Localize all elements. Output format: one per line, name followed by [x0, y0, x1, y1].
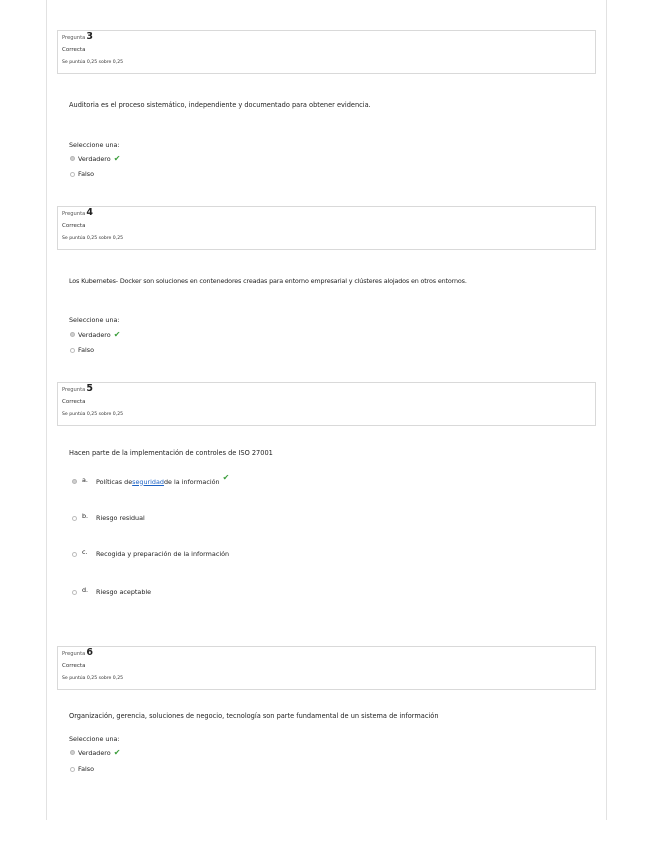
- radio-selected-icon[interactable]: [70, 332, 75, 337]
- question-label: Pregunta: [62, 387, 86, 393]
- option-label: Falso: [78, 765, 95, 773]
- option-label: Falso: [78, 346, 95, 354]
- radio-selected-icon[interactable]: [70, 156, 75, 161]
- option-letter: c.: [82, 548, 88, 556]
- option-label: de la información: [163, 477, 220, 486]
- option-label: Verdadero: [78, 330, 111, 339]
- question-number: 4: [86, 207, 93, 218]
- option-letter: b.: [82, 512, 89, 520]
- check-icon: ✔: [113, 748, 121, 757]
- question-state: Correcta: [62, 47, 86, 53]
- question-grade: Se puntúa 0,25 sobre 0,25: [62, 412, 124, 417]
- question-5-option-a[interactable]: [72, 473, 230, 486]
- option-label: Riesgo residual: [96, 514, 145, 522]
- question-label: Pregunta: [62, 35, 86, 41]
- question-number: 5: [86, 383, 93, 394]
- option-label: Recogida y preparación de la información: [96, 550, 230, 558]
- question-state: Correcta: [62, 399, 86, 405]
- content-right-border: [606, 0, 607, 820]
- question-6-text: Organización, gerencia, soluciones de negocio, tecnología son parte fundamental de un sistema de información: [69, 712, 439, 720]
- question-3-text: Auditoria es el proceso sistemático, independiente y documentado para obtener evidencia.: [69, 101, 371, 109]
- radio-selected-icon[interactable]: [72, 479, 77, 484]
- question-label: Pregunta: [62, 211, 86, 217]
- question-4-number: [62, 209, 591, 218]
- question-4-prompt: Seleccione una:: [69, 316, 120, 324]
- question-number: 6: [86, 647, 93, 658]
- question-5-text: Hacen parte de la implementación de controles de ISO 27001: [69, 449, 273, 457]
- question-6-number: [62, 649, 591, 658]
- question-state: Correcta: [62, 223, 86, 229]
- question-4-info: [57, 206, 596, 250]
- question-5-option-d[interactable]: [72, 588, 151, 596]
- option-label: Políticas de: [96, 477, 133, 486]
- question-5-info: [57, 382, 596, 426]
- question-number: 3: [86, 31, 93, 42]
- question-grade: Se puntúa 0,25 sobre 0,25: [62, 60, 124, 65]
- question-grade: Se puntúa 0,25 sobre 0,25: [62, 676, 124, 681]
- radio-unselected-icon[interactable]: [72, 552, 77, 557]
- question-5-number: [62, 385, 591, 394]
- question-6-info: [57, 646, 596, 690]
- radio-unselected-icon[interactable]: [70, 348, 75, 353]
- radio-unselected-icon[interactable]: [72, 516, 77, 521]
- option-label: Riesgo aceptable: [96, 588, 152, 596]
- question-state: Correcta: [62, 663, 86, 669]
- question-4-option-false[interactable]: [70, 346, 94, 354]
- question-3-number: [62, 33, 591, 42]
- radio-unselected-icon[interactable]: [70, 767, 75, 772]
- question-3-info: [57, 30, 596, 74]
- check-icon: ✔: [222, 473, 230, 482]
- option-letter: a.: [82, 475, 88, 484]
- radio-selected-icon[interactable]: [70, 750, 75, 755]
- question-4-text: Los Kubernetes- Docker son soluciones en contenedores creadas para entorno empresarial y clústeres alojados en otros entornos.: [69, 277, 467, 285]
- radio-unselected-icon[interactable]: [72, 590, 77, 595]
- option-label: Verdadero: [78, 154, 111, 163]
- option-letter: d.: [82, 586, 89, 594]
- question-3-option-false[interactable]: [70, 170, 94, 178]
- question-3-option-true[interactable]: [70, 154, 120, 163]
- question-5-option-b[interactable]: [72, 514, 145, 522]
- check-icon: ✔: [113, 330, 121, 339]
- question-4-option-true[interactable]: [70, 330, 120, 339]
- question-grade: Se puntúa 0,25 sobre 0,25: [62, 236, 124, 241]
- content-left-border: [46, 0, 47, 820]
- question-6-option-true[interactable]: [70, 748, 120, 757]
- check-icon: ✔: [113, 154, 121, 163]
- question-label: Pregunta: [62, 651, 86, 657]
- question-6-option-false[interactable]: [70, 765, 94, 773]
- option-label: Verdadero: [78, 748, 111, 757]
- question-5-option-c[interactable]: [72, 550, 229, 558]
- glossary-link[interactable]: seguridad: [132, 477, 164, 486]
- question-3-prompt: Seleccione una:: [69, 141, 120, 149]
- radio-unselected-icon[interactable]: [70, 172, 75, 177]
- option-label: Falso: [78, 170, 95, 178]
- question-6-prompt: Seleccione una:: [69, 735, 120, 743]
